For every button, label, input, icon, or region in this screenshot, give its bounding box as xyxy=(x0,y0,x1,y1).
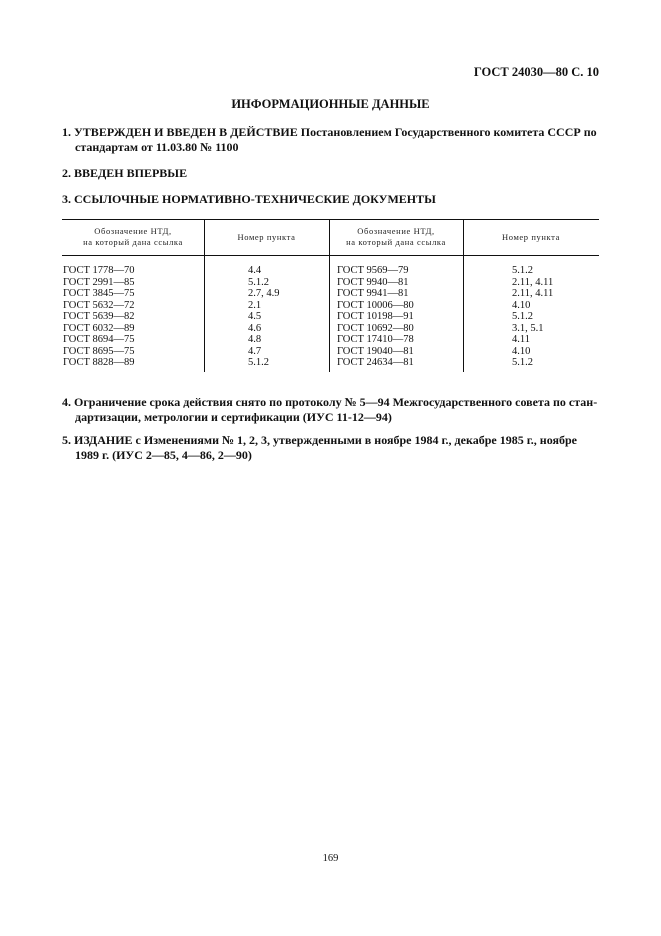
section-5-line1: ИЗДАНИЕ с Изменениями № 1, 2, 3, утвержденными в ноябре 1984 г., декабре 1985 г., ноябре xyxy=(74,433,577,447)
left-item-column xyxy=(248,265,280,369)
table-cell-doc: ГОСТ 5632—72 xyxy=(63,299,135,311)
header-doc-line1: Обозначение НТД, xyxy=(357,226,435,236)
table-cell-doc: ГОСТ 5639—82 xyxy=(63,311,135,322)
table-cell-item: 4.4 xyxy=(248,265,262,276)
table-cell-item: 4.7 xyxy=(248,345,262,357)
section-5-number: 5. xyxy=(62,433,71,447)
header-doc-designation-left xyxy=(62,219,204,255)
table-cell-item: 4.10 xyxy=(512,299,531,311)
table-cell-item: 4.10 xyxy=(512,345,531,357)
table-cell-item: 5.1.2 xyxy=(248,276,269,288)
table-cell-doc: ГОСТ 2991—85 xyxy=(63,276,135,288)
section-1 xyxy=(62,125,602,155)
table-cell-doc: ГОСТ 24634—81 xyxy=(337,357,414,368)
right-item-column xyxy=(512,265,553,369)
table-cell-item: 5.1.2 xyxy=(512,265,533,276)
table-cell-doc: ГОСТ 8828—89 xyxy=(63,357,135,368)
table-cell-item: 2.11, 4.11 xyxy=(512,276,554,288)
section-4-number: 4. xyxy=(62,395,71,409)
section-3-number: 3. xyxy=(62,192,71,206)
table-cell-doc: ГОСТ 17410—78 xyxy=(337,334,414,345)
section-3-text: ССЫЛОЧНЫЕ НОРМАТИВНО-ТЕХНИЧЕСКИЕ ДОКУМЕНТЫ xyxy=(74,192,436,206)
table-cell-doc: ГОСТ 9569—79 xyxy=(337,265,409,276)
header-doc-line1: Обозначение НТД, xyxy=(94,226,172,236)
table-cell-doc: ГОСТ 19040—81 xyxy=(337,345,414,357)
section-4-line2: дартизации, метрологии и сертификации (ИУС 11-12—94) xyxy=(75,410,392,424)
table-cell-item: 2.11, 4.11 xyxy=(512,288,554,299)
section-2-number: 2. xyxy=(62,166,71,180)
table-header-rule xyxy=(62,255,599,256)
table-cell-item: 4.8 xyxy=(248,334,262,345)
table-cell-item: 4.11 xyxy=(512,334,530,345)
table-cell-doc: ГОСТ 6032—89 xyxy=(63,322,135,334)
table-cell-item: 2.1 xyxy=(248,299,262,311)
section-1-line2: стандартам от 11.03.80 № 1100 xyxy=(75,140,239,154)
table-cell-item: 5.1.2 xyxy=(248,357,269,368)
table-cell-doc: ГОСТ 9941—81 xyxy=(337,288,409,299)
table-cell-item: 5.1.2 xyxy=(512,357,533,368)
header-item-number-left xyxy=(204,219,329,255)
left-doc-column xyxy=(63,265,135,369)
section-2-text: ВВЕДЕН ВПЕРВЫЕ xyxy=(74,166,188,180)
table-cell-doc: ГОСТ 3845—75 xyxy=(63,288,135,299)
section-1-number: 1. xyxy=(62,125,71,139)
header-doc-line2: на который дана ссылка xyxy=(83,237,183,247)
table-cell-item: 5.1.2 xyxy=(512,311,533,322)
header-item-label: Номер пункта xyxy=(502,231,560,242)
section-5 xyxy=(62,433,602,463)
table-cell-item: 4.5 xyxy=(248,311,262,322)
table-cell-item: 3.1, 5.1 xyxy=(512,322,544,334)
table-cell-doc: ГОСТ 9940—81 xyxy=(337,276,409,288)
header-item-label: Номер пункта xyxy=(237,231,296,242)
table-cell-item: 2.7, 4.9 xyxy=(248,288,280,299)
section-4 xyxy=(62,395,602,425)
header-doc-designation-right xyxy=(329,219,463,255)
section-2 xyxy=(62,166,602,181)
section-5-line2: 1989 г. (ИУС 2—85, 4—86, 2—90) xyxy=(75,448,252,462)
header-doc-line2: на который дана ссылка xyxy=(346,237,446,247)
table-cell-doc: ГОСТ 10692—80 xyxy=(337,322,414,334)
page-title: ИНФОРМАЦИОННЫЕ ДАННЫЕ xyxy=(231,97,430,111)
table-cell-doc: ГОСТ 10006—80 xyxy=(337,299,414,311)
table-cell-doc: ГОСТ 1778—70 xyxy=(63,265,135,276)
table-cell-item: 4.6 xyxy=(248,322,262,334)
reference-documents-table xyxy=(62,219,599,372)
page-number: 169 xyxy=(322,853,339,864)
table-cell-doc: ГОСТ 10198—91 xyxy=(337,311,414,322)
section-1-line1: УТВЕРЖДЕН И ВВЕДЕН В ДЕЙСТВИЕ Постановлением Государственного комитета СССР по xyxy=(74,125,597,139)
header-item-number-right xyxy=(463,219,599,255)
section-3 xyxy=(62,192,602,207)
table-cell-doc: ГОСТ 8694—75 xyxy=(63,334,135,345)
section-4-line1: Ограничение срока действия снято по протоколу № 5—94 Межгосударственного совета по стан- xyxy=(74,395,598,409)
standard-code-header: ГОСТ 24030—80 С. 10 xyxy=(473,65,599,79)
table-cell-doc: ГОСТ 8695—75 xyxy=(63,345,135,357)
right-doc-column xyxy=(337,265,414,369)
